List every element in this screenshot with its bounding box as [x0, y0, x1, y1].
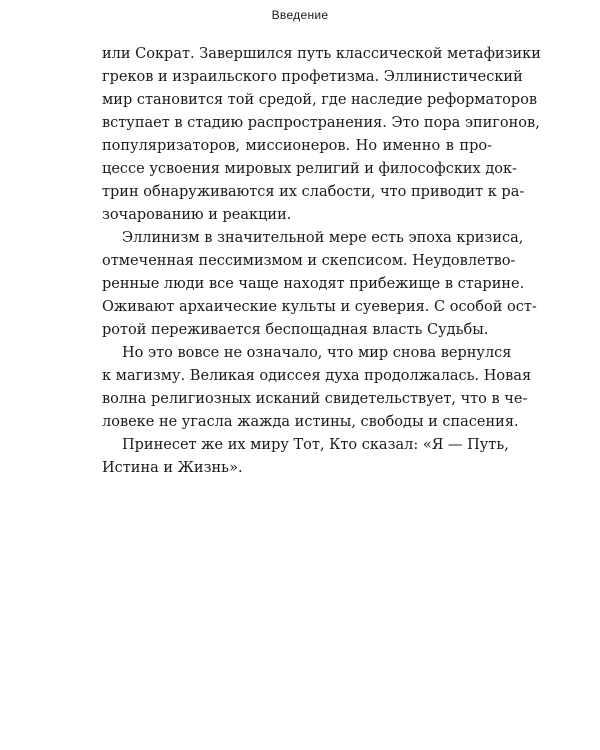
- text-line: Принесет же их миру Тот, Кто сказал: «Я — Путь,: [122, 437, 509, 453]
- paragraph-3: [102, 342, 532, 434]
- text-line: ротой переживается беспощадная власть Судьбы.: [102, 322, 489, 338]
- text-line: отмеченная пессимизмом и скепсисом. Неудовлетво-: [102, 253, 516, 269]
- text-line: к магизму. Великая одиссея духа продолжалась. Новая: [102, 368, 532, 384]
- text-line: Но это вовсе не означало, что мир снова вернулся: [122, 345, 512, 361]
- text-line: трин обнаруживаются их слабости, что приводит к ра-: [102, 184, 525, 200]
- text-line: Оживают архаические культы и суеверия. С особой ост-: [102, 299, 537, 315]
- text-line: мир становится той средой, где наследие реформаторов: [102, 92, 538, 108]
- paragraph-4: [102, 434, 509, 480]
- text-line: ренные люди все чаще находят прибежище в старине.: [102, 276, 525, 292]
- text-line: греков и израильского профетизма. Эллинистический: [102, 69, 523, 85]
- text-line: зочарованию и реакции.: [102, 207, 292, 223]
- text-line: Истина и Жизнь».: [102, 460, 243, 476]
- text-line: цессе усвоения мировых религий и философских док-: [102, 161, 517, 177]
- text-line: вступает в стадию распространения. Это пора эпигонов,: [102, 115, 540, 131]
- text-line: ловеке не угасла жажда истины, свободы и спасения.: [102, 414, 519, 430]
- paragraph-2: [102, 227, 537, 342]
- text-line: волна религиозных исканий свидетельствует, что в че-: [102, 391, 528, 407]
- text-line: популяризаторов, миссионеров. Но именно в про-: [102, 138, 492, 154]
- body-text: [102, 43, 541, 480]
- paragraph-1: [102, 43, 541, 227]
- running-header: Введение: [271, 8, 329, 22]
- text-line: Эллинизм в значительной мере есть эпоха кризиса,: [122, 230, 524, 246]
- text-line: или Сократ. Завершился путь классической метафизики: [102, 46, 541, 62]
